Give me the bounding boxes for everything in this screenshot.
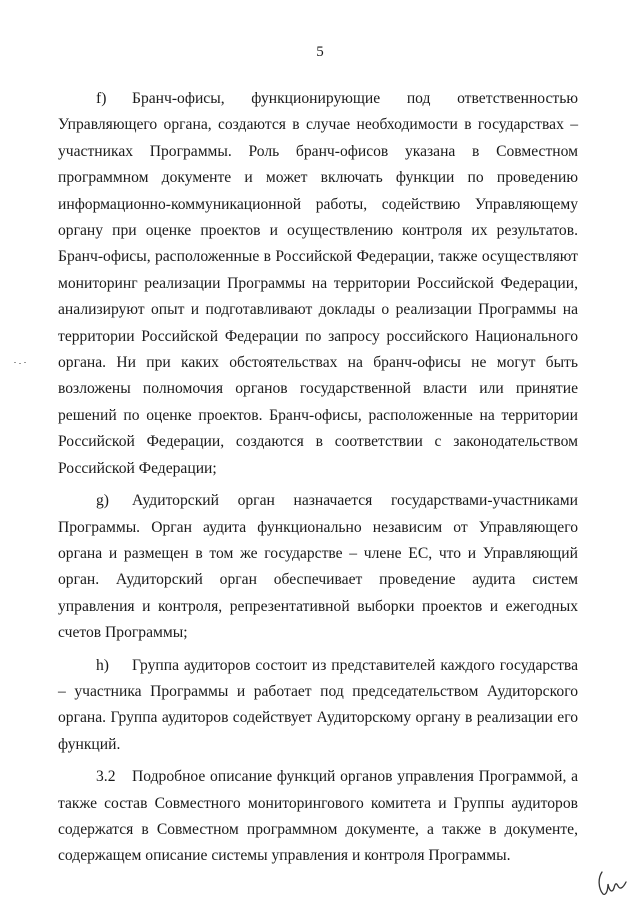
paragraph-3-2: [58, 764, 578, 870]
paragraph-marker: h): [96, 656, 109, 674]
handwritten-initials: [596, 868, 632, 898]
paragraph-text: Группа аудиторов состоит из представителей каждого государства – участника Программы и работает под председательством Аудиторского органа. Группа аудиторов содействует Аудиторскому органу в реализации его функций.: [58, 656, 578, 753]
paragraph-text: Аудиторский орган назначается государствами-участниками Программы. Орган аудита функционально независим от Управляющего органа и размещен в том же государстве – члене ЕС, что и Управляющий орган. Аудиторский орган обеспечивает проведение аудита систем управления и контроля, репрезентативной выборки проектов и ежегодных счетов Программы;: [58, 492, 578, 642]
paragraph-marker: 3.2: [96, 768, 116, 786]
scan-artifact: [14, 360, 34, 368]
paragraph-text: Бранч-офисы, функционирующие под ответственностью Управляющего органа, создаются в случае необходимости в государствах – участниках Программы. Роль бранч-офисов указана в Совместном программном документе и может включать функции по проведению информационно-коммуникационной работы, содействию Управляющему органу при оценке проектов и осуществлению контроля их результатов. Бранч-офисы, расположенные в Российской Федерации, также осуществляют мониторинг реализации Программы на территории Российской Федерации, анализируют опыт и подготавливают доклады о реализации Программы на территории Российской Федерации по запросу российского Национального органа. Ни при каких обстоятельствах на бранч-офисы не могут быть возложены полномочия органов государственной власти или принятие решений по оценке проектов. Бранч-офисы, расположенные на территории Российской Федерации, создаются в соответствии с законодательством Российской Федерации;: [58, 90, 578, 477]
paragraph-h: [58, 653, 578, 759]
paragraph-g: [58, 488, 578, 646]
document-body: [58, 86, 578, 870]
paragraph-marker: f): [96, 90, 107, 107]
paragraph-marker: g): [96, 492, 109, 510]
paragraph-text: Подробное описание функций органов управления Программой, а также состав Совместного мониторингового комитета и Группы аудиторов содержатся в Совместном программном документе, а также в документе, содержащем описание системы управления и контроля Программы.: [58, 768, 578, 865]
page-number: 5: [316, 44, 324, 60]
paragraph-f: [58, 86, 578, 482]
